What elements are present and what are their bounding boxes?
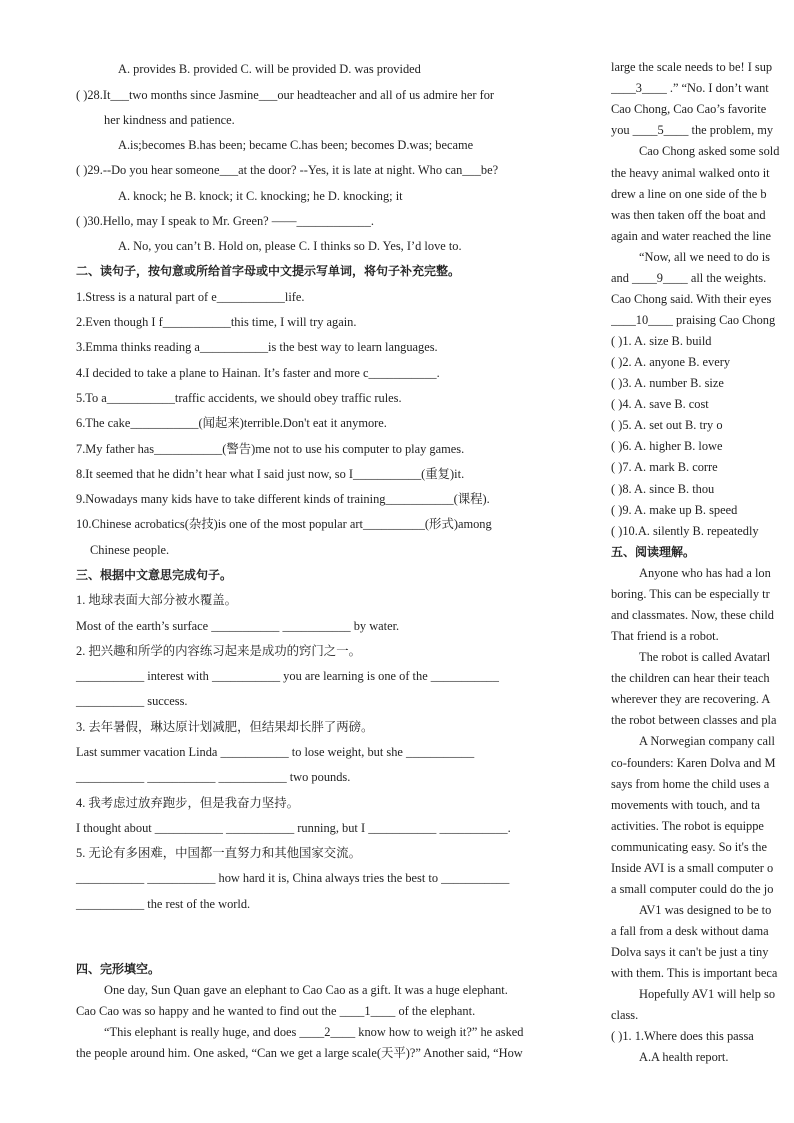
reading-line: Inside AVI is a small computer o [611, 861, 774, 875]
q30-options: A. No, you can’t B. Hold on, please C. I thinks so D. Yes, I’d love to. [118, 239, 462, 253]
section-2-header: 二、读句子，按句意或所给首字母或中文提示写单词，将句子补充完整。 [76, 264, 461, 278]
cloze-line-3: “This elephant is really huge, and does ____2____ know how to weigh it?” he asked [104, 1025, 524, 1039]
reading-line: says from home the child uses a [611, 777, 770, 791]
reading-line: communicating easy. So it's the [611, 840, 767, 854]
cloze-option-10: ( )10.A. silently B. repeatedly [611, 524, 759, 538]
cloze-right-line: Cao Chong asked some sold [639, 144, 780, 158]
cloze-right-line: Cao Chong, Cao Cao’s favorite [611, 102, 767, 116]
cloze-option-5: ( )5. A. set out B. try o [611, 418, 723, 432]
q29-options: A. knock; he B. knock; it C. knocking; he D. knocking; it [118, 189, 403, 203]
q29-question: ( )29.--Do you hear someone___at the door? --Yes, it is late at night. Who can___be? [76, 163, 499, 177]
reading-line: wherever they are recovering. A [611, 692, 771, 706]
sec2-item-5: 5.To a___________traffic accidents, we should obey traffic rules. [76, 391, 402, 405]
cloze-right-line: again and water reached the line [611, 229, 771, 243]
reading-line: movements with touch, and ta [611, 798, 761, 812]
cloze-option-6: ( )6. A. higher B. lowe [611, 439, 723, 453]
sec2-item-10-cont: Chinese people. [90, 543, 170, 557]
cloze-option-9: ( )9. A. make up B. speed [611, 503, 738, 517]
section-3-header: 三、根据中文意思完成句子。 [76, 568, 233, 582]
sec3-line-5: ___________ success. [76, 694, 188, 708]
section-5-header: 五、阅读理解。 [611, 545, 696, 559]
reading-line: the children can hear their teach [611, 671, 770, 685]
reading-line: A Norwegian company call [639, 734, 775, 748]
reading-line: Anyone who has had a lon [639, 566, 771, 580]
section-4-header: 四、完形填空。 [76, 962, 161, 976]
cloze-right-line: was then taken off the boat and [611, 208, 766, 222]
reading-line: the robot between classes and pla [611, 713, 777, 727]
sec3-line-1: 1. 地球表面大部分被水覆盖。 [76, 593, 238, 607]
q28-options: A.is;becomes B.has been; became C.has been; becomes D.was; became [118, 138, 474, 152]
cloze-right-line: ____3____ .” “No. I don’t want [611, 81, 769, 95]
q30-question: ( )30.Hello, may I speak to Mr. Green? ——____________. [76, 214, 375, 228]
sec2-item-3: 3.Emma thinks reading a___________is the best way to learn languages. [76, 340, 438, 354]
sec3-line-9: 4. 我考虑过放弃跑步，但是我奋力坚持。 [76, 796, 300, 810]
q28-question-cont: her kindness and patience. [104, 113, 235, 127]
sec3-line-10: I thought about ___________ ___________ running, but I ___________ ___________. [76, 821, 511, 835]
sec3-line-8: ___________ ___________ ___________ two pounds. [76, 770, 351, 784]
sec3-line-12: ___________ ___________ how hard it is, China always tries the best to ___________ [76, 871, 510, 885]
cloze-line-2: Cao Cao was so happy and he wanted to find out the ____1____ of the elephant. [76, 1004, 476, 1018]
reading-line: and classmates. Now, these child [611, 608, 774, 622]
q28-question: ( )28.It___two months since Jasmine___our headteacher and all of us admire her for [76, 88, 495, 102]
q27-options: A. provides B. provided C. will be provided D. was provided [118, 62, 421, 76]
sec3-line-4: ___________ interest with ___________ you are learning is one of the ___________ [76, 669, 499, 683]
sec2-item-1: 1.Stress is a natural part of e___________life. [76, 290, 305, 304]
sec3-line-11: 5. 无论有多困难，中国都一直努力和其他国家交流。 [76, 846, 361, 860]
cloze-right-line: you ____5____ the problem, my [611, 123, 774, 137]
sec2-item-6: 6.The cake___________(闻起来)terrible.Don't eat it anymore. [76, 416, 387, 430]
reading-line: Hopefully AV1 will help so [639, 987, 776, 1001]
sec2-item-8: 8.It seemed that he didn’t hear what I said just now, so I___________(重复)it. [76, 467, 465, 481]
reading-q1: ( )1. 1.Where does this passa [611, 1029, 754, 1043]
cloze-line-1: One day, Sun Quan gave an elephant to Cao Cao as a gift. It was a huge elephant. [104, 983, 508, 997]
sec3-line-2: Most of the earth’s surface ___________ ___________ by water. [76, 619, 400, 633]
cloze-right-line: Cao Chong said. With their eyes [611, 292, 772, 306]
cloze-option-3: ( )3. A. number B. size [611, 376, 724, 390]
cloze-right-line: the heavy animal walked onto it [611, 166, 770, 180]
cloze-line-4: the people around him. One asked, “Can we get a large scale(天平)?” Another said, “How [76, 1046, 523, 1060]
reading-line: activities. The robot is equippe [611, 819, 764, 833]
cloze-right-line: large the scale needs to be! I sup [611, 60, 773, 74]
reading-line: a fall from a desk without dama [611, 924, 769, 938]
cloze-option-7: ( )7. A. mark B. corre [611, 460, 718, 474]
cloze-option-1: ( )1. A. size B. build [611, 334, 712, 348]
sec3-line-7: Last summer vacation Linda ___________ to lose weight, but she ___________ [76, 745, 475, 759]
reading-line: Dolva says it can't be just a tiny [611, 945, 769, 959]
reading-line: The robot is called Avatarl [639, 650, 771, 664]
reading-line: AV1 was designed to be to [639, 903, 772, 917]
reading-line: That friend is a robot. [611, 629, 719, 643]
cloze-right-line: “Now, all we need to do is [639, 250, 770, 264]
cloze-right-line: and ____9____ all the weights. [611, 271, 767, 285]
cloze-right-line: ____10____ praising Cao Chong [611, 313, 776, 327]
reading-line: boring. This can be especially tr [611, 587, 770, 601]
reading-line: co-founders: Karen Dolva and M [611, 756, 776, 770]
reading-line: class. [611, 1008, 639, 1022]
reading-line: with them. This is important beca [611, 966, 778, 980]
cloze-option-4: ( )4. A. save B. cost [611, 397, 709, 411]
sec2-item-10: 10.Chinese acrobatics(杂技)is one of the most popular art__________(形式)among [76, 517, 492, 531]
sec2-item-9: 9.Nowadays many kids have to take different kinds of training___________(课程). [76, 492, 490, 506]
sec3-line-13: ___________ the rest of the world. [76, 897, 251, 911]
sec3-line-6: 3. 去年暑假，琳达原计划减肥，但结果却长胖了两磅。 [76, 720, 374, 734]
reading-line: a small computer could do the jo [611, 882, 774, 896]
sec2-item-4: 4.I decided to take a plane to Hainan. It’s faster and more c___________. [76, 366, 440, 380]
sec2-item-2: 2.Even though I f___________this time, I will try again. [76, 315, 357, 329]
cloze-option-2: ( )2. A. anyone B. every [611, 355, 731, 369]
sec2-item-7: 7.My father has___________(警告)me not to use his computer to play games. [76, 442, 465, 456]
cloze-right-line: drew a line on one side of the b [611, 187, 767, 201]
reading-q1-option-a: A.A health report. [639, 1050, 729, 1064]
cloze-option-8: ( )8. A. since B. thou [611, 482, 715, 496]
sec3-line-3: 2. 把兴趣和所学的内容练习起来是成功的窍门之一。 [76, 644, 361, 658]
right-column [611, 0, 794, 1123]
